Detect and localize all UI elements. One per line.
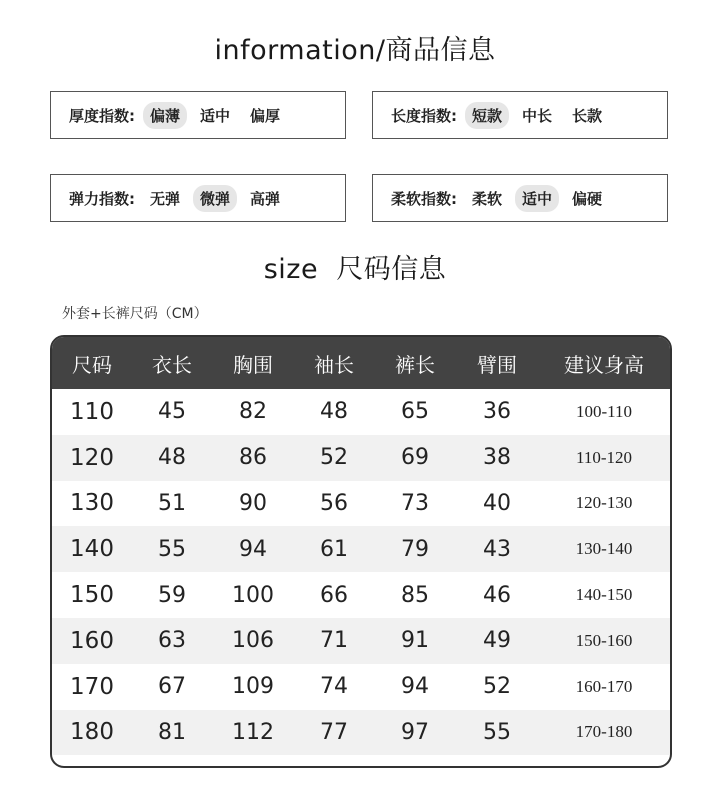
size-title: size 尺码信息 xyxy=(263,254,447,285)
table-row xyxy=(52,526,670,572)
table-row xyxy=(52,572,670,618)
table-cell: 90 xyxy=(239,490,267,516)
table-cell: 140 xyxy=(70,536,114,563)
index-option: 高弹 xyxy=(250,189,281,208)
index-label: 柔软指数: xyxy=(391,189,457,208)
index-option: 偏薄 xyxy=(143,102,187,129)
table-cell: 48 xyxy=(320,399,348,425)
table-cell: 52 xyxy=(320,445,348,471)
table-row xyxy=(52,389,670,435)
table-cell: 56 xyxy=(320,490,348,516)
size-table-caption: 外套+长裤尺码（CM） xyxy=(62,306,208,322)
index-option: 微弹 xyxy=(193,185,237,212)
table-cell: 49 xyxy=(483,628,511,654)
index-option: 柔软 xyxy=(472,189,503,208)
table-cell: 61 xyxy=(320,536,348,562)
table-row xyxy=(52,664,670,710)
table-cell: 170 xyxy=(70,673,114,700)
table-cell: 46 xyxy=(483,582,511,608)
table-cell: 51 xyxy=(158,490,186,516)
table-cell: 40 xyxy=(483,490,511,516)
table-cell: 48 xyxy=(158,445,186,471)
table-cell: 120 xyxy=(70,444,114,471)
table-cell: 109 xyxy=(232,674,274,700)
table-row xyxy=(52,710,670,756)
table-cell: 73 xyxy=(401,490,429,516)
table-row xyxy=(52,618,670,664)
table-header xyxy=(52,337,670,389)
size-table xyxy=(50,335,672,768)
table-cell: 91 xyxy=(401,628,429,654)
table-row xyxy=(52,481,670,527)
table-cell: 52 xyxy=(483,674,511,700)
table-cell: 130-140 xyxy=(575,539,633,559)
table-cell: 160 xyxy=(70,627,114,654)
elasticity-index-box xyxy=(50,174,346,222)
header-cell: 裤长 xyxy=(395,352,435,377)
table-cell: 59 xyxy=(158,582,186,608)
table-cell: 45 xyxy=(158,399,186,425)
table-row xyxy=(52,435,670,481)
table-cell: 55 xyxy=(483,719,511,745)
table-cell: 55 xyxy=(158,536,186,562)
index-option: 无弹 xyxy=(150,189,181,208)
thickness-index-box xyxy=(50,91,346,139)
table-cell: 106 xyxy=(232,628,274,654)
table-cell: 140-150 xyxy=(575,585,633,605)
header-cell: 建议身高 xyxy=(564,352,644,377)
table-cell: 112 xyxy=(232,719,274,745)
table-cell: 150 xyxy=(70,582,114,609)
index-label: 长度指数: xyxy=(391,106,457,125)
header-cell: 臂围 xyxy=(477,352,517,377)
table-cell: 77 xyxy=(320,719,348,745)
table-cell: 100-110 xyxy=(575,401,633,421)
table-body xyxy=(52,389,670,755)
table-cell: 86 xyxy=(239,445,267,471)
table-cell: 71 xyxy=(320,628,348,654)
index-label: 厚度指数: xyxy=(69,106,135,125)
table-cell: 66 xyxy=(320,582,348,608)
table-cell: 150-160 xyxy=(575,630,633,650)
table-cell: 97 xyxy=(401,719,429,745)
table-cell: 94 xyxy=(239,536,267,562)
header-cell: 胸围 xyxy=(233,352,273,377)
table-cell: 110-120 xyxy=(575,447,633,467)
table-cell: 38 xyxy=(483,445,511,471)
index-option: 偏厚 xyxy=(250,106,281,125)
index-option: 适中 xyxy=(200,106,231,125)
table-cell: 69 xyxy=(401,445,429,471)
table-cell: 43 xyxy=(483,536,511,562)
table-cell: 180 xyxy=(70,719,114,746)
table-cell: 63 xyxy=(158,628,186,654)
index-option: 长款 xyxy=(572,106,603,125)
header-cell: 衣长 xyxy=(152,352,192,377)
softness-index-box xyxy=(372,174,668,222)
table-cell: 160-170 xyxy=(575,676,633,696)
info-title: information/商品信息 xyxy=(214,35,496,66)
table-cell: 110 xyxy=(70,398,114,425)
table-cell: 36 xyxy=(483,399,511,425)
table-cell: 65 xyxy=(401,399,429,425)
table-cell: 85 xyxy=(401,582,429,608)
table-cell: 100 xyxy=(232,582,274,608)
header-cell: 尺码 xyxy=(72,352,112,377)
index-option: 适中 xyxy=(515,185,559,212)
table-cell: 130 xyxy=(70,490,114,517)
table-cell: 81 xyxy=(158,719,186,745)
index-option: 中长 xyxy=(522,106,553,125)
table-cell: 74 xyxy=(320,674,348,700)
table-cell: 170-180 xyxy=(575,722,633,742)
table-cell: 79 xyxy=(401,536,429,562)
length-index-box xyxy=(372,91,668,139)
index-label: 弹力指数: xyxy=(69,189,135,208)
index-option: 短款 xyxy=(465,102,509,129)
table-cell: 67 xyxy=(158,674,186,700)
index-option: 偏硬 xyxy=(572,189,603,208)
table-cell: 82 xyxy=(239,399,267,425)
header-cell: 袖长 xyxy=(314,352,354,377)
table-cell: 94 xyxy=(401,674,429,700)
table-cell: 120-130 xyxy=(575,493,633,513)
